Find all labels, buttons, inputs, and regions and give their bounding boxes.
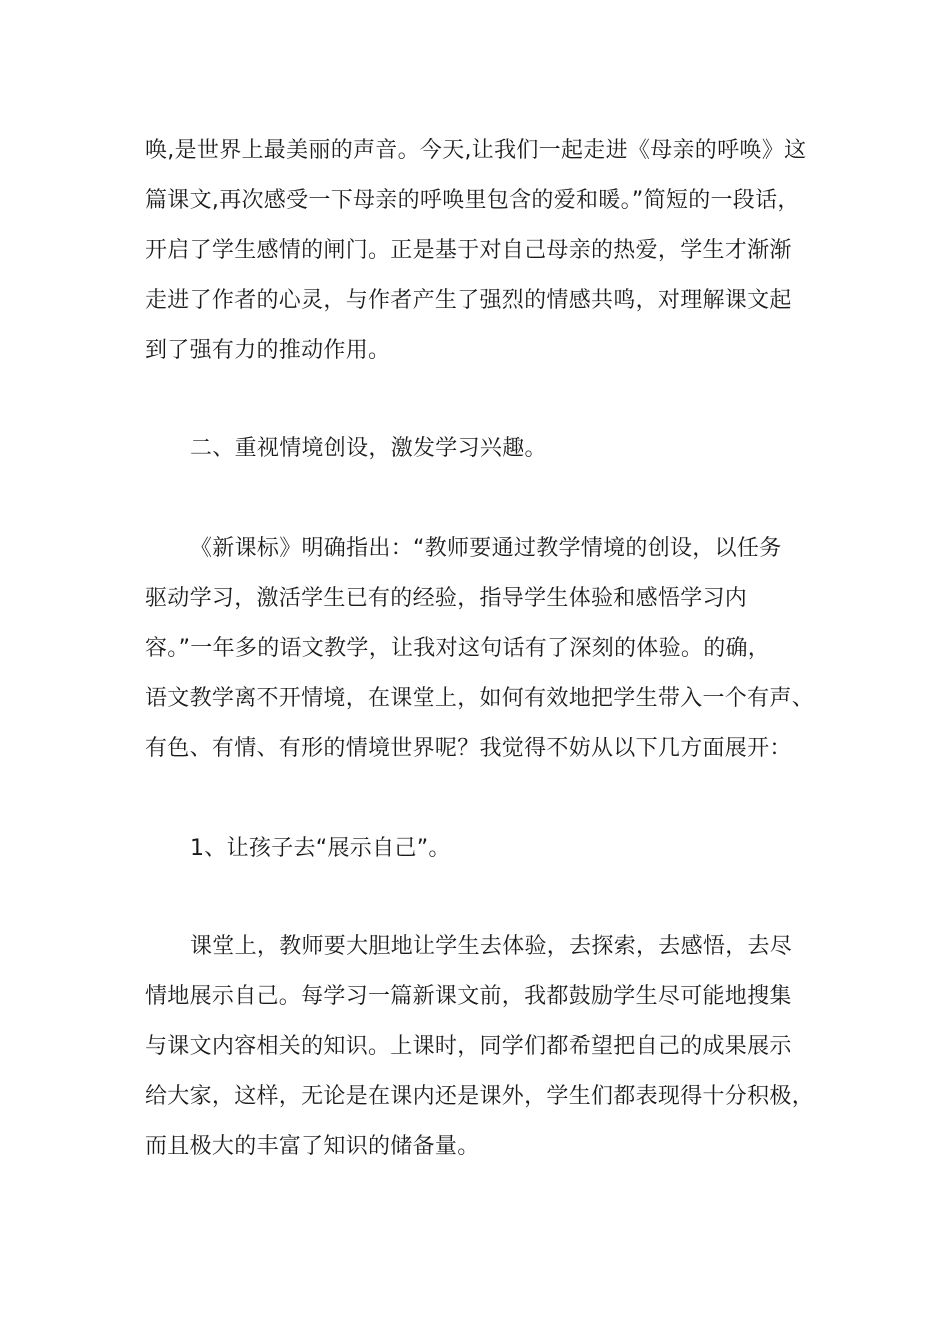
paragraph-line: 到了强有力的推动作用。 (145, 338, 391, 363)
section-heading: 二、重视情境创设，激发学习兴趣。 (190, 436, 547, 461)
paragraph-line: 情地展示自己。每学习一篇新课文前，我都鼓励学生尽可能地搜集 (145, 984, 792, 1009)
paragraph-line: 而且极大的丰富了知识的储备量。 (145, 1134, 480, 1159)
paragraph-line: 走进了作者的心灵，与作者产生了强烈的情感共鸣，对理解课文起 (145, 288, 792, 313)
paragraph-line: 容。”一年多的语文教学，让我对这句话有了深刻的体验。的确， (145, 636, 771, 661)
paragraph-line: 有色、有情、有形的情境世界呢？我觉得不妨从以下几方面展开： (145, 736, 792, 761)
paragraph-line: 与课文内容相关的知识。上课时，同学们都希望把自己的成果展示 (145, 1034, 792, 1059)
paragraph-line: 《新课标》明确指出：“教师要通过教学情境的创设，以任务 (190, 536, 782, 561)
paragraph-line: 语文教学离不开情境，在课堂上，如何有效地把学生带入一个有声、 (145, 686, 815, 711)
paragraph-line: 篇课文,再次感受一下母亲的呼唤里包含的爱和暖。”简短的一段话， (145, 188, 800, 213)
paragraph-line: 开启了学生感情的闸门。正是基于对自己母亲的热爱，学生才渐渐 (145, 238, 792, 263)
paragraph-line: 给大家，这样，无论是在课内还是课外，学生们都表现得十分积极， (145, 1084, 815, 1109)
subsection-heading: 1、让孩子去“展示自己”。 (190, 836, 451, 861)
paragraph-line: 唤,是世界上最美丽的声音。今天,让我们一起走进《母亲的呼唤》这 (145, 138, 807, 163)
paragraph-line: 课堂上，教师要大胆地让学生去体验，去探索，去感悟，去尽 (190, 934, 793, 959)
paragraph-line: 驱动学习，激活学生已有的经验，指导学生体验和感悟学习内 (145, 586, 748, 611)
